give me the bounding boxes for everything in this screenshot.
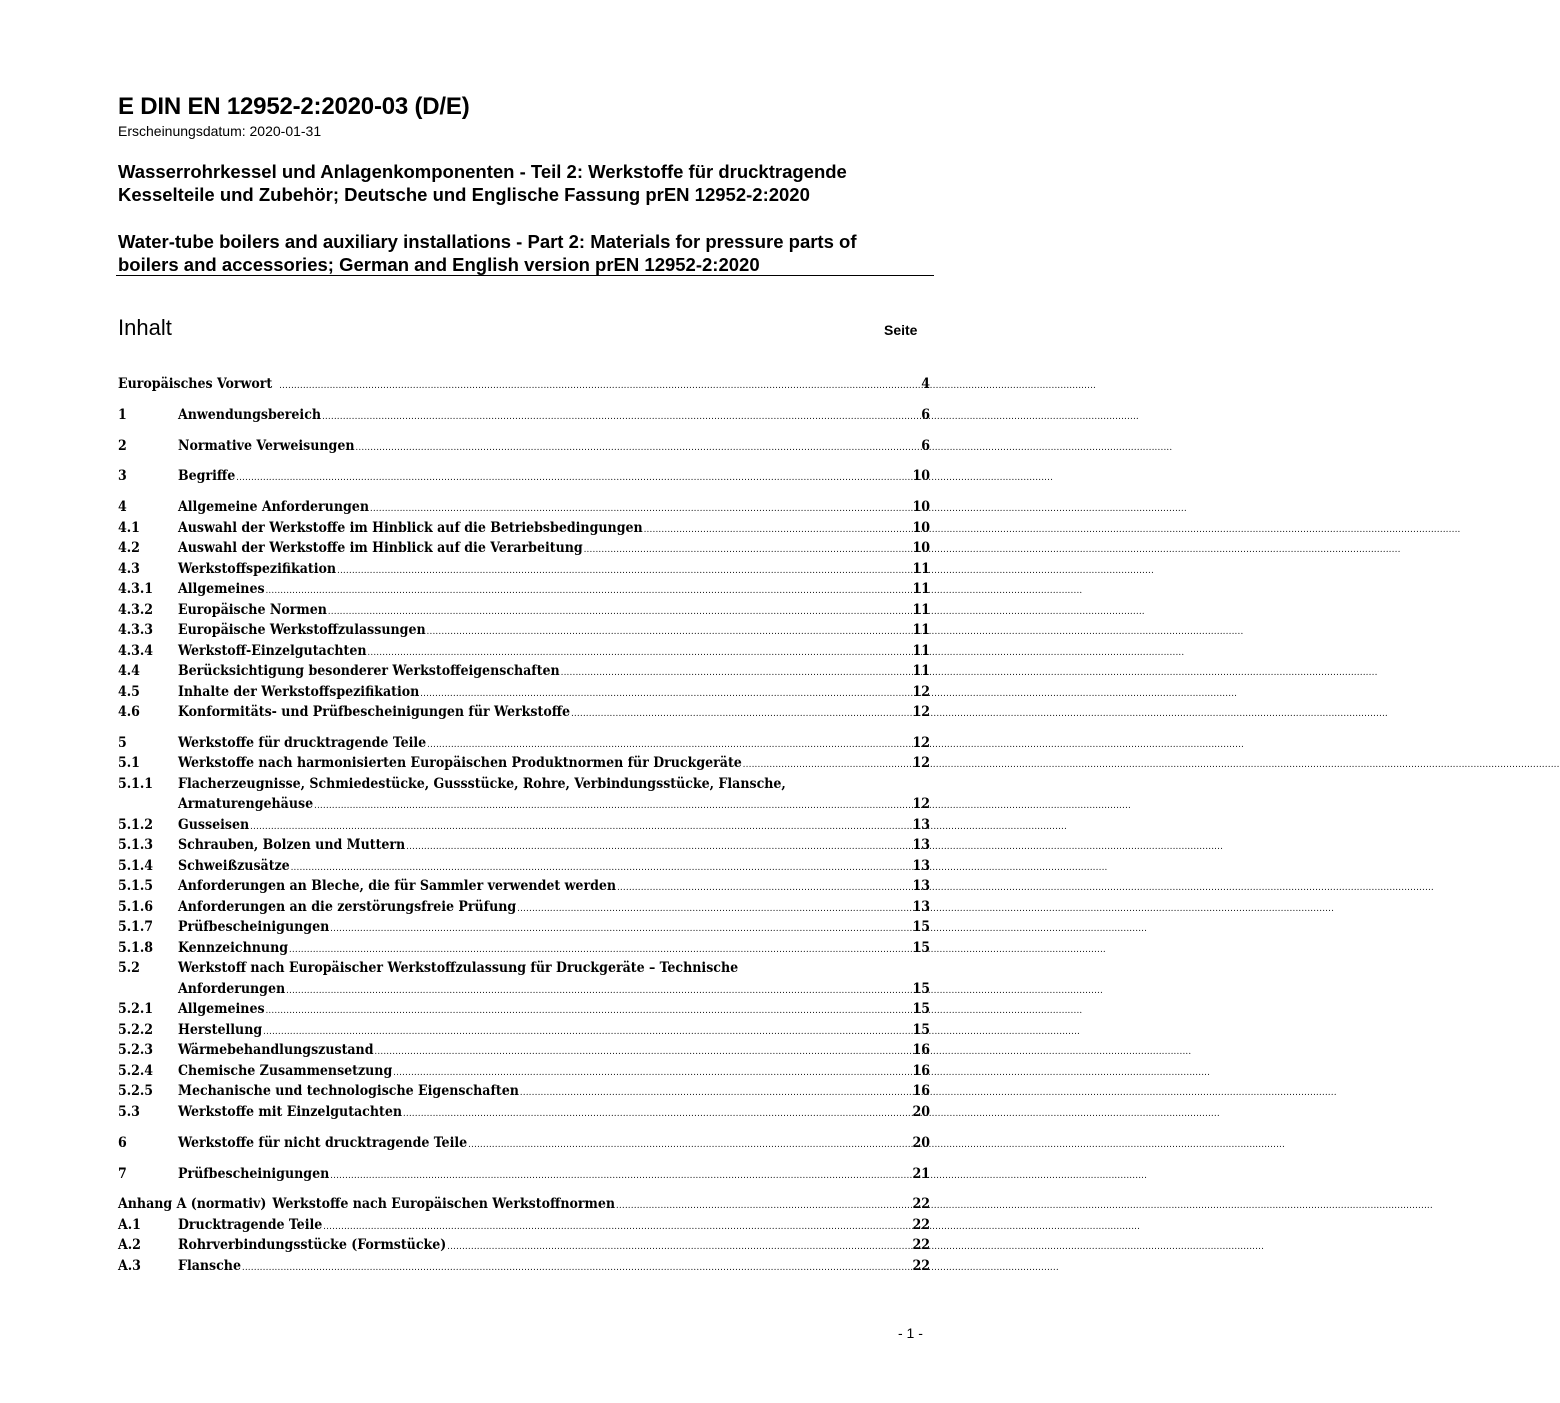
toc-entry-number: 5.1.5 <box>118 878 154 895</box>
title-english <box>118 230 856 276</box>
toc-entry[interactable] <box>118 1102 930 1123</box>
toc-dot-leader <box>286 981 911 1002</box>
toc-entry-title: Rohrverbindungsstücke (Formstücke) <box>178 1237 447 1254</box>
toc-dot-leader <box>427 735 911 756</box>
toc-entry[interactable] <box>118 1081 930 1102</box>
toc-entry-page: 13 <box>912 837 930 854</box>
toc-entry[interactable] <box>118 1235 930 1256</box>
toc-entry-page: 15 <box>912 980 930 997</box>
toc-entry[interactable] <box>118 835 930 856</box>
toc-entry-number: A.1 <box>118 1216 141 1233</box>
document-id: E DIN EN 12952-2:2020-03 (D/E) <box>118 93 470 120</box>
toc-entry[interactable] <box>118 958 930 979</box>
toc-entry-number: 2 <box>118 437 127 454</box>
toc-entry[interactable] <box>118 436 930 457</box>
toc-entry-number: 5.1.7 <box>118 919 154 936</box>
toc-entry-page: 12 <box>912 683 930 700</box>
toc-entry-number: 7 <box>118 1165 127 1182</box>
title-german-line-2: Kesselteile und Zubehör; Deutsche und Englische Fassung prEN 12952-2:2020 <box>118 184 810 205</box>
toc-entry-page: 11 <box>912 560 930 577</box>
toc-entry-page: 11 <box>912 581 930 598</box>
toc-dot-leader <box>644 520 912 541</box>
toc-dot-leader <box>337 561 911 582</box>
toc-entry-title: Werkstoffe mit Einzelgutachten <box>178 1103 402 1120</box>
toc-entry[interactable] <box>118 497 930 518</box>
toc-dot-leader <box>584 540 912 561</box>
toc-entry-page: 15 <box>912 1001 930 1018</box>
toc-entry-number: A.2 <box>118 1237 141 1254</box>
toc-entry-title: Europäische Werkstoffzulassungen <box>178 622 426 639</box>
toc-entry[interactable] <box>118 1020 930 1041</box>
toc-dot-leader <box>406 837 911 858</box>
table-of-contents <box>118 374 930 1276</box>
toc-entry[interactable] <box>118 876 930 897</box>
toc-entry[interactable] <box>118 1040 930 1061</box>
toc-entry[interactable] <box>118 815 930 836</box>
toc-entry-title: Europäische Normen <box>178 601 327 618</box>
toc-entry-number: 5.1 <box>118 755 140 772</box>
toc-dot-leader <box>330 919 911 940</box>
toc-entry-number: 5.2.5 <box>118 1083 154 1100</box>
toc-entry-title: Mechanische und technologische Eigenschaften <box>178 1083 519 1100</box>
toc-entry-number: 4.3.4 <box>118 642 154 659</box>
toc-dot-leader <box>403 1104 911 1125</box>
toc-entry-page: 6 <box>921 406 930 423</box>
toc-entry-title: Anwendungsbereich <box>178 406 322 423</box>
toc-entry-number: 5.1.2 <box>118 816 154 833</box>
toc-entry-number: 5.1.4 <box>118 857 154 874</box>
page-column-label: Seite <box>884 322 918 338</box>
toc-entry-title: Auswahl der Werkstoffe im Hinblick auf die Betriebsbedingungen <box>178 519 643 536</box>
toc-entry[interactable] <box>118 733 930 754</box>
toc-entry[interactable] <box>118 559 930 580</box>
toc-entry[interactable] <box>118 1215 930 1236</box>
toc-entry-page: 11 <box>912 601 930 618</box>
toc-entry-page: 20 <box>912 1103 930 1120</box>
toc-dot-leader <box>330 1166 911 1187</box>
toc-entry-number: 3 <box>118 468 127 485</box>
toc-entry-page: 16 <box>912 1062 930 1079</box>
toc-entry-title: Chemische Zusammensetzung <box>178 1062 393 1079</box>
toc-entry-title: Prüfbescheinigungen <box>178 919 330 936</box>
toc-entry-title: Prüfbescheinigungen <box>178 1165 330 1182</box>
toc-entry-page: 4 <box>921 376 930 392</box>
toc-entry-number: 4.6 <box>118 704 140 721</box>
toc-entry-title: Werkstoff nach Europäischer Werkstoffzulassung für Druckgeräte – Technische <box>178 960 739 977</box>
toc-entry-title: Schweißzusätze <box>178 857 290 874</box>
toc-entry-page: 11 <box>912 663 930 680</box>
toc-entry-number: 5.2.3 <box>118 1042 154 1059</box>
toc-dot-leader <box>291 858 912 879</box>
toc-entry-title: Werkstoffe nach harmonisierten Europäischen Produktnormen für Druckgeräte <box>178 755 742 772</box>
toc-entry-page: 13 <box>912 898 930 915</box>
toc-entry-title: Gusseisen <box>178 816 250 833</box>
toc-dot-leader <box>617 878 911 899</box>
toc-dot-leader <box>328 602 912 623</box>
toc-dot-leader <box>279 376 920 397</box>
toc-entry-title: Schrauben, Bolzen und Muttern <box>178 837 406 854</box>
toc-entry-title: Anforderungen an die zerstörungsfreie Prüfung <box>178 898 517 915</box>
toc-entry-number: 4.2 <box>118 540 140 557</box>
toc-entry-page: 22 <box>912 1216 930 1233</box>
title-german-line-1: Wasserrohrkessel und Anlagenkomponenten - Teil 2: Werkstoffe für drucktragende <box>118 161 847 182</box>
toc-entry-page: 10 <box>912 499 930 516</box>
toc-entry[interactable] <box>118 702 930 723</box>
toc-dot-leader <box>517 899 911 920</box>
toc-entry-title: Inhalte der Werkstoffspezifikation <box>178 683 420 700</box>
toc-dot-leader <box>263 1022 911 1043</box>
page-number: - 1 - <box>898 1325 923 1341</box>
toc-entry-number: 4 <box>118 499 127 516</box>
toc-dot-leader <box>236 468 911 489</box>
toc-entry-title: Flansche <box>178 1257 241 1274</box>
toc-entry-title: Werkstoffe für nicht drucktragende Teile <box>178 1134 468 1151</box>
toc-entry-page: 15 <box>912 1021 930 1038</box>
toc-entry-page: 12 <box>912 704 930 721</box>
toc-entry-number: Europäisches Vorwort <box>118 376 273 392</box>
toc-entry-title: Werkstoffe nach Europäischen Werkstoffnormen <box>272 1196 616 1213</box>
toc-entry-number: 5.2.2 <box>118 1021 154 1038</box>
toc-entry-page: 11 <box>912 642 930 659</box>
toc-entry[interactable] <box>118 1194 930 1215</box>
toc-dot-leader <box>368 643 912 664</box>
toc-entry-number: 5.3 <box>118 1103 140 1120</box>
toc-dot-leader <box>314 796 911 817</box>
title-german <box>118 160 847 206</box>
toc-entry[interactable] <box>118 774 930 795</box>
toc-entry-title: Konformitäts- und Prüfbescheinigungen für Werkstoffe <box>178 704 571 721</box>
toc-entry-title: Werkstoff-Einzelgutachten <box>178 642 367 659</box>
toc-entry-continuation[interactable] <box>118 794 930 815</box>
toc-entry-page: 13 <box>912 816 930 833</box>
toc-dot-leader <box>370 499 911 520</box>
toc-entry-number: 5.2 <box>118 960 140 977</box>
toc-entry-number: 4.3 <box>118 560 140 577</box>
toc-entry-page: 12 <box>912 734 930 751</box>
toc-entry-title: Flacherzeugnisse, Schmiedestücke, Gussstücke, Rohre, Verbindungsstücke, Flansche, <box>178 775 786 792</box>
toc-entry[interactable] <box>118 579 930 600</box>
toc-entry-title-continued: Anforderungen <box>178 980 286 997</box>
toc-entry-title-continued: Armaturengehäuse <box>178 796 314 813</box>
toc-entry-number: 5.1.3 <box>118 837 154 854</box>
toc-entry-number: 5.2.1 <box>118 1001 154 1018</box>
toc-entry-title: Allgemeines <box>178 581 265 598</box>
toc-dot-leader <box>571 704 911 725</box>
toc-entry[interactable] <box>118 641 930 662</box>
toc-entry[interactable] <box>118 661 930 682</box>
toc-dot-leader <box>323 1217 911 1238</box>
toc-entry[interactable] <box>118 917 930 938</box>
toc-dot-leader <box>289 940 911 961</box>
toc-entry-page: 10 <box>912 468 930 485</box>
toc-dot-leader <box>420 684 911 705</box>
toc-entry-page: 22 <box>912 1257 930 1274</box>
toc-dot-leader <box>520 1083 912 1104</box>
toc-dot-leader <box>322 407 920 428</box>
toc-entry-continuation[interactable] <box>118 979 930 1000</box>
toc-entry-page: 21 <box>912 1165 930 1182</box>
toc-entry-page: 12 <box>912 755 930 772</box>
toc-entry-number: 5 <box>118 734 127 751</box>
toc-entry[interactable] <box>118 1061 930 1082</box>
toc-entry-title: Normative Verweisungen <box>178 437 355 454</box>
toc-entry-title: Wärmebehandlungszustand <box>178 1042 374 1059</box>
toc-entry-title: Auswahl der Werkstoffe im Hinblick auf die Verarbeitung <box>178 540 583 557</box>
toc-entry-page: 16 <box>912 1042 930 1059</box>
toc-entry-page: 10 <box>912 519 930 536</box>
toc-entry-number: 1 <box>118 406 127 423</box>
toc-entry[interactable] <box>118 600 930 621</box>
toc-entry-title: Allgemeine Anforderungen <box>178 499 369 516</box>
toc-entry-number: Anhang A (normativ) <box>118 1196 267 1213</box>
header-divider <box>116 275 934 276</box>
toc-entry-number: 4.4 <box>118 663 140 680</box>
toc-entry-page: 15 <box>912 939 930 956</box>
toc-entry-page: 20 <box>912 1134 930 1151</box>
toc-entry-number: 5.2.4 <box>118 1062 154 1079</box>
toc-entry-title: Werkstoffe für drucktragende Teile <box>178 734 427 751</box>
toc-entry[interactable] <box>118 1133 930 1154</box>
toc-entry-number: A.3 <box>118 1257 141 1274</box>
toc-entry[interactable] <box>118 466 930 487</box>
toc-entry[interactable] <box>118 897 930 918</box>
toc-entry-title: Kennzeichnung <box>178 939 289 956</box>
toc-entry-number: 4.1 <box>118 519 140 536</box>
toc-dot-leader <box>266 581 912 602</box>
toc-dot-leader <box>242 1258 911 1279</box>
toc-dot-leader <box>616 1196 911 1217</box>
toc-entry[interactable] <box>118 753 930 774</box>
toc-entry-page: 22 <box>912 1237 930 1254</box>
toc-entry-page: 22 <box>912 1196 930 1213</box>
toc-entry[interactable] <box>118 620 930 641</box>
toc-dot-leader <box>250 817 911 838</box>
toc-entry-page: 12 <box>912 796 930 813</box>
toc-entry-number: 6 <box>118 1134 127 1151</box>
toc-dot-leader <box>447 1237 911 1258</box>
toc-dot-leader <box>743 755 912 776</box>
toc-entry-number: 5.1.8 <box>118 939 154 956</box>
toc-entry-number: 4.5 <box>118 683 140 700</box>
toc-entry-title: Allgemeines <box>178 1001 265 1018</box>
toc-entry-title: Begriffe <box>178 468 236 485</box>
toc-entry-number: 4.3.1 <box>118 581 154 598</box>
toc-entry-page: 10 <box>912 540 930 557</box>
toc-dot-leader <box>266 1001 912 1022</box>
publication-date: Erscheinungsdatum: 2020-01-31 <box>118 123 322 139</box>
toc-entry-number: 4.3.3 <box>118 622 154 639</box>
toc-dot-leader <box>561 663 912 684</box>
toc-dot-leader <box>427 622 912 643</box>
toc-entry-page: 16 <box>912 1083 930 1100</box>
title-english-line-1: Water-tube boilers and auxiliary installations - Part 2: Materials for pressure parts of <box>118 231 857 252</box>
toc-entry[interactable] <box>118 999 930 1020</box>
toc-entry[interactable] <box>118 374 930 395</box>
toc-entry-number: 5.1.6 <box>118 898 154 915</box>
toc-entry-title: Berücksichtigung besonderer Werkstoffeigenschaften <box>178 663 560 680</box>
toc-dot-leader <box>356 438 921 459</box>
toc-entry[interactable] <box>118 1256 930 1277</box>
toc-entry[interactable] <box>118 405 930 426</box>
toc-entry-page: 11 <box>912 622 930 639</box>
toc-dot-leader <box>393 1063 911 1084</box>
toc-entry-title: Herstellung <box>178 1021 263 1038</box>
toc-entry-title: Anforderungen an Bleche, die für Sammler verwendet werden <box>178 878 617 895</box>
toc-entry[interactable] <box>118 538 930 559</box>
title-english-line-2: boilers and accessories; German and English version prEN 12952-2:2020 <box>118 254 760 275</box>
toc-entry-number: 4.3.2 <box>118 601 154 618</box>
toc-entry-page: 13 <box>912 878 930 895</box>
toc-entry-page: 15 <box>912 919 930 936</box>
toc-dot-leader <box>375 1042 912 1063</box>
toc-entry[interactable] <box>118 682 930 703</box>
toc-entry[interactable] <box>118 938 930 959</box>
toc-entry[interactable] <box>118 518 930 539</box>
toc-entry-number: 5.1.1 <box>118 775 154 792</box>
toc-entry[interactable] <box>118 1164 930 1185</box>
toc-entry-title: Werkstoffspezifikation <box>178 560 337 577</box>
toc-entry-page: 6 <box>921 437 930 454</box>
toc-heading: Inhalt <box>118 315 172 340</box>
toc-entry-title: Drucktragende Teile <box>178 1216 323 1233</box>
toc-dot-leader <box>468 1135 911 1156</box>
toc-entry[interactable] <box>118 856 930 877</box>
toc-entry-page: 13 <box>912 857 930 874</box>
